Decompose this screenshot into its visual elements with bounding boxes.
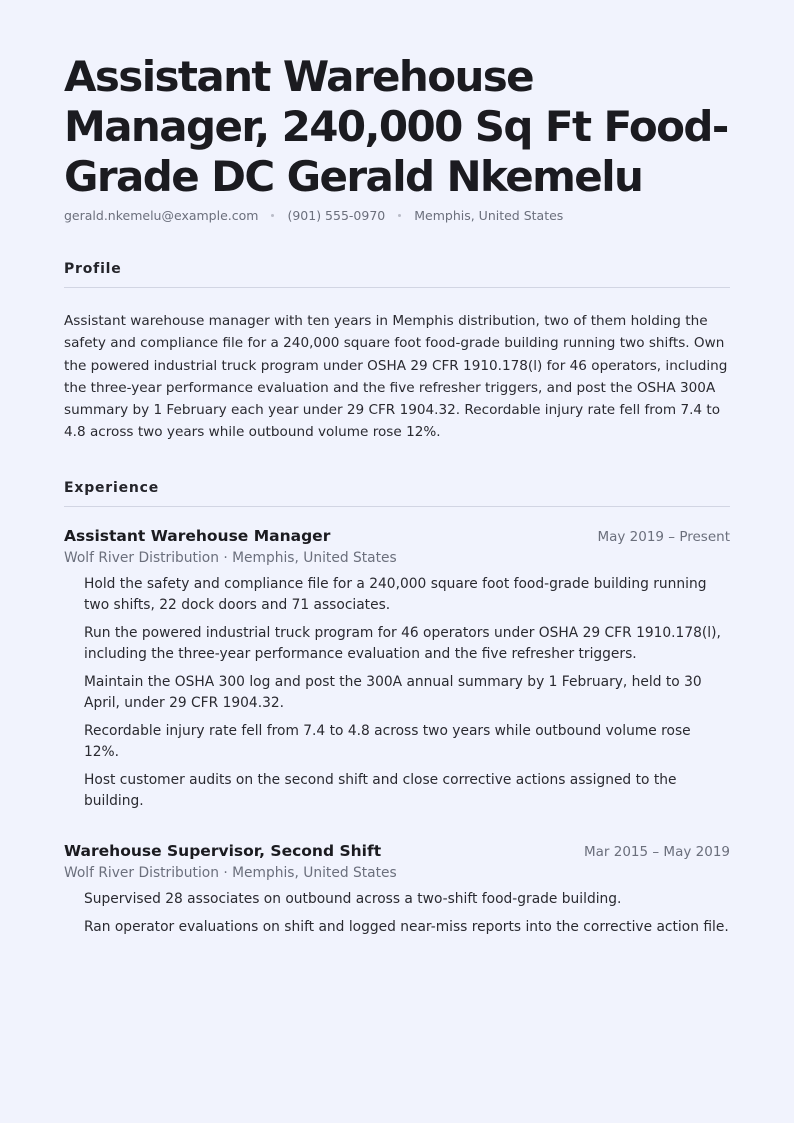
job-entry	[64, 527, 730, 812]
separator-dot	[398, 214, 401, 217]
job-company: Wolf River Distribution · Memphis, United States	[64, 864, 397, 881]
job-company: Wolf River Distribution · Memphis, United States	[64, 549, 397, 566]
job-bullet: Ran operator evaluations on shift and logged near-miss reports into the corrective action file.	[84, 918, 729, 935]
job-bullet: Supervised 28 associates on outbound across a two-shift food-grade building.	[84, 890, 622, 907]
job-bullet: Recordable injury rate fell from 7.4 to 4.8 across two years while outbound volume rose 12%.	[84, 722, 691, 760]
job-entry	[64, 842, 730, 938]
job-bullets	[64, 574, 730, 812]
contact-line	[64, 208, 730, 223]
resume-page	[64, 52, 730, 945]
job-title: Assistant Warehouse Manager	[64, 526, 331, 545]
job-header	[64, 842, 730, 860]
job-bullet: Run the powered industrial truck program for 46 operators under OSHA 29 CFR 1910.178(l), including the three-year performance evaluation and the five refresher triggers.	[84, 624, 721, 662]
resume-title: Assistant Warehouse Manager, 240,000 Sq Ft Food-Grade DC Gerald Nkemelu	[64, 52, 728, 201]
experience-heading: Experience	[64, 480, 730, 507]
job-header	[64, 527, 730, 545]
job-bullet: Hold the safety and compliance file for a 240,000 square foot food-grade building running two shifts, 22 dock doors and 71 associates.	[84, 575, 707, 613]
location-text: Memphis, United States	[414, 208, 564, 223]
job-bullet: Maintain the OSHA 300 log and post the 300A annual summary by 1 February, held to 30 April, under 29 CFR 1904.32.	[84, 673, 702, 711]
job-dates: Mar 2015 – May 2019	[583, 843, 730, 860]
job-bullet: Host customer audits on the second shift and close corrective actions assigned to the building.	[84, 771, 677, 809]
job-bullets	[64, 889, 730, 938]
separator-dot	[271, 214, 274, 217]
job-dates: May 2019 – Present	[597, 528, 730, 545]
phone-text: (901) 555-0970	[287, 208, 386, 223]
job-title: Warehouse Supervisor, Second Shift	[64, 841, 382, 860]
email-text: gerald.nkemelu@example.com	[64, 208, 259, 223]
profile-heading: Profile	[64, 261, 730, 288]
profile-summary: Assistant warehouse manager with ten years in Memphis distribution, two of them holding the safety and compliance file for a 240,000 square foot food-grade building running two shifts. Own the powered industrial truck program under OSHA 29 CFR 1910.178(l) for 46 operators, including the three-year performance evaluation and the five refresher triggers, and post the OSHA 300A summary by 1 February each year under 29 CFR 1904.32. Recordable injury rate fell from 7.4 to 4.8 across two years while outbound volume rose 12%.	[64, 313, 728, 441]
